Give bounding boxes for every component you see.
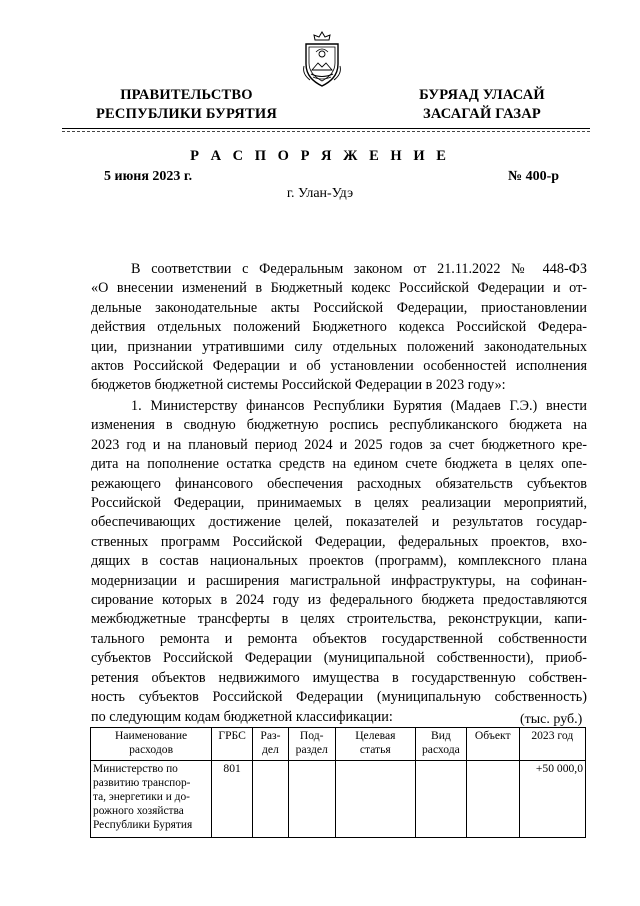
document-number: № 400-р [508, 169, 560, 184]
table-header-row [91, 728, 586, 761]
header-text: статья [359, 743, 391, 756]
header-text: Вид [430, 729, 451, 742]
paragraph-line: межбюджетные трансферты в целях строительства, реконструкции, капи- [91, 611, 587, 628]
cell-grbs: 801 [212, 761, 253, 838]
paragraph-line: 2023 год и на плановый период 2024 и 2025 годов за счет бюджетного кре- [91, 436, 587, 453]
paragraph-line: ственных программ Российской Федерации, федеральных проектов, вхо- [91, 533, 587, 550]
paragraph-line: модернизации и расширения магистральной инфраструктуры, на софинан- [91, 572, 587, 589]
paragraph-line: ретения объектов недвижимого имущества в государственную собствен- [91, 669, 587, 686]
document-title: Р А С П О Р Я Ж Е Н И Е [190, 148, 450, 164]
header-text: Под- [299, 729, 324, 742]
paragraph-line: В соответствии с Федеральным законом от 21.11.2022 № 448-ФЗ [131, 261, 587, 277]
paragraph-line: 1. Министерству финансов Республики Бурятия (Мадаев Г.Э.) внести [131, 398, 587, 414]
paragraph-line: ции, признании утратившими силу отдельных положений законодательных [91, 338, 587, 355]
cell-statya [335, 761, 415, 838]
header-left-line2: РЕСПУБЛИКИ БУРЯТИЯ [96, 106, 277, 122]
paragraph-line: дельные законодательные акты Российской Федерации, приостановлении [91, 299, 587, 316]
paragraph-line: актов Российской Федерации и об установлении особенностей исполнения [91, 358, 587, 375]
col-header-statya [335, 728, 415, 761]
cell-text: та, энергетики и до- [93, 791, 190, 803]
header-text: расходов [129, 743, 174, 756]
header-right-line2: ЗАСАГАЙ ГАЗАР [423, 106, 541, 122]
header-divider [62, 128, 590, 129]
header-left [84, 86, 289, 124]
table-unit-label: (тыс. руб.) [520, 712, 583, 727]
header-text: раздел [295, 743, 328, 756]
header-divider-dashed [62, 131, 590, 132]
header-text: Целевая [355, 729, 396, 742]
paragraph-line: тального ремонта и ремонта объектов государственной собственности [91, 630, 587, 647]
cell-text: развитию транспор- [93, 777, 191, 789]
cell-year: +50 000,0 [519, 761, 585, 838]
paragraph-line: субъектов Российской Федерации (муниципальной собственности), приоб- [91, 650, 587, 667]
header-right-line1: БУРЯАД УЛАСАЙ [419, 87, 545, 103]
header-text: Объект [474, 729, 511, 742]
header-text: Наименование [114, 729, 188, 742]
paragraph-item-1 [91, 397, 587, 727]
header-text: дел [262, 743, 279, 756]
document-city: г. Улан-Удэ [286, 186, 354, 201]
budget-classification-table [90, 727, 586, 838]
cell-text: Республики Бурятия [93, 819, 193, 831]
cell-podrazdel [288, 761, 335, 838]
paragraph-preamble [91, 260, 587, 396]
cell-razdel [253, 761, 289, 838]
paragraph-line: обеспечивающих достижение целей, показателей и результатов государ- [91, 514, 587, 531]
paragraph-line: ность субъектов Российской Федерации (муниципальную собственность) [91, 689, 587, 706]
cell-text: рожного хозяйства [93, 805, 184, 817]
col-header-grbs [212, 728, 253, 761]
table-row [91, 761, 586, 838]
document-date: 5 июня 2023 г. [104, 169, 193, 184]
paragraph-line: действия отдельных положений Бюджетного кодекса Российской Федера- [91, 319, 587, 336]
col-header-vid [415, 728, 466, 761]
header-right [404, 86, 560, 124]
paragraph-line: дита на пополнение остатка средств на едином счете бюджета в целях опе- [91, 456, 587, 473]
paragraph-line: по следующим кодам бюджетной классификации: [91, 708, 393, 725]
col-header-podrazdel [288, 728, 335, 761]
header-text: ГРБС [218, 729, 246, 742]
header-text: Раз- [260, 729, 281, 742]
col-header-name [91, 728, 212, 761]
paragraph-line: «О внесении изменений в Бюджетный кодекс Российской Федерации и от- [91, 280, 587, 297]
header-text: 2023 год [531, 729, 574, 742]
col-header-year [519, 728, 585, 761]
header-text: расхода [422, 743, 460, 756]
cell-vid [415, 761, 466, 838]
cell-text: Министерство по [93, 763, 178, 775]
coat-of-arms-icon [300, 30, 344, 88]
col-header-razdel [253, 728, 289, 761]
paragraph-line: режающего финансового обеспечения расходных обязательств субъектов [91, 475, 587, 492]
paragraph-line: сирование которых в 2024 году из федерального бюджета предоставляются [91, 592, 587, 609]
paragraph-line: Российской Федерации, принимаемых в целях реализации мероприятий, [91, 495, 587, 512]
header-left-line1: ПРАВИТЕЛЬСТВО [120, 87, 253, 103]
paragraph-line: бюджетов бюджетной системы Российской Федерации в 2023 году»: [91, 377, 506, 394]
cell-name [91, 761, 212, 838]
cell-object [466, 761, 519, 838]
col-header-object [466, 728, 519, 761]
paragraph-line: изменения в сводную бюджетную роспись республиканского бюджета на [91, 417, 587, 434]
paragraph-line: дящих в состав национальных проектов (программ), комплексного плана [91, 553, 587, 570]
